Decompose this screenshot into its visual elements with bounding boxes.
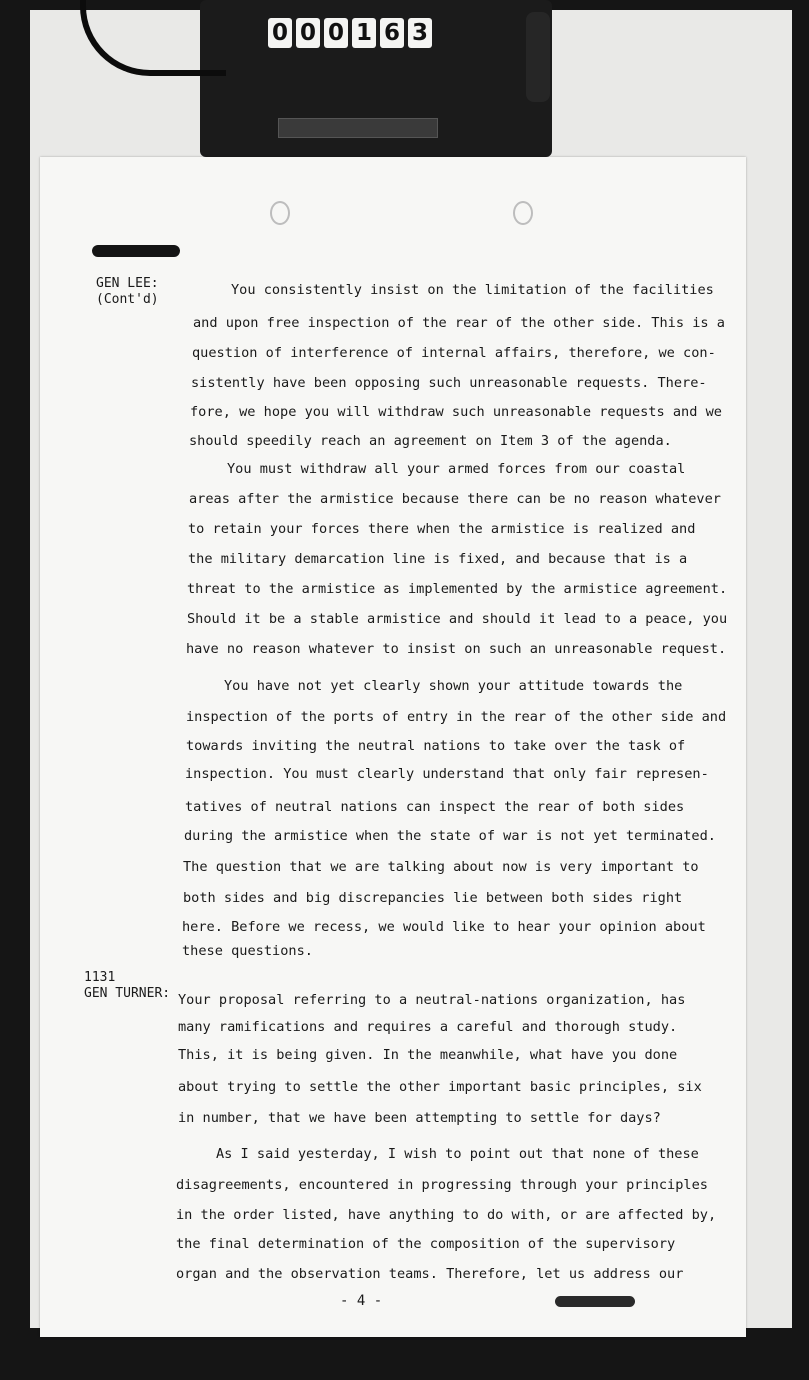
speaker-record-number: 1131 [84,970,116,985]
text-line: about trying to settle the other important basic principles, six [178,1079,702,1095]
speaker-continued-label: (Cont'd) [96,292,159,307]
counter-digit: 1 [352,18,376,48]
text-line: Should it be a stable armistice and should it lead to a peace, you [187,611,728,627]
text-line: to retain your forces there when the armistice is realized and [188,521,696,537]
text-line: both sides and big discrepancies lie between both sides right [183,890,683,906]
page-number: - 4 - [340,1293,383,1309]
text-line: This, it is being given. In the meanwhile, what have you done [178,1047,678,1063]
text-line: You consistently insist on the limitation of the facilities [231,282,714,298]
frame-counter-display [268,18,450,48]
text-line: here. Before we recess, we would like to hear your opinion about [182,919,706,935]
text-line: tatives of neutral nations can inspect the rear of both sides [185,799,685,815]
text-line: and upon free inspection of the rear of the other side. This is a [193,315,725,331]
text-line: You must withdraw all your armed forces from our coastal [227,461,686,477]
text-line: question of interference of internal affairs, therefore, we con- [192,345,716,361]
text-line: As I said yesterday, I wish to point out that none of these [216,1146,699,1162]
counter-knob [526,12,550,102]
text-line: disagreements, encountered in progressing through your principles [176,1177,708,1193]
text-line: these questions. [182,943,313,959]
text-line: fore, we hope you will withdraw such unreasonable requests and we [190,404,722,420]
text-line: during the armistice when the state of war is not yet terminated. [184,828,716,844]
counter-digit: 0 [324,18,348,48]
text-line: should speedily reach an agreement on Item 3 of the agenda. [189,433,672,449]
text-line: inspection of the ports of entry in the rear of the other side and [186,709,727,725]
text-line: the final determination of the composition of the supervisory [176,1236,676,1252]
classification-marking-redacted [92,245,180,257]
text-line: Your proposal referring to a neutral-nations organization, has [178,992,686,1008]
text-line: The question that we are talking about now is very important to [183,859,699,875]
document-page [40,157,746,1337]
counter-digit: 0 [268,18,292,48]
text-line: sistently have been opposing such unreasonable requests. There- [191,375,707,391]
counter-nameplate [278,118,438,138]
text-line: You have not yet clearly shown your attitude towards the [224,678,683,694]
punch-hole [513,201,533,225]
speaker-label-turner: GEN TURNER: [84,986,171,1001]
text-line: threat to the armistice as implemented by the armistice agreement. [187,581,728,597]
speaker-label-lee: GEN LEE: [96,276,159,291]
text-line: in the order listed, have anything to do with, or are affected by, [176,1207,717,1223]
text-line: the military demarcation line is fixed, and because that is a [188,551,688,567]
text-line: have no reason whatever to insist on such an unreasonable request. [186,641,727,657]
text-line: inspection. You must clearly understand that only fair represen- [185,766,709,782]
punch-hole [270,201,290,225]
text-line: towards inviting the neutral nations to take over the task of [186,738,686,754]
counter-digit: 6 [380,18,404,48]
text-line: many ramifications and requires a careful and thorough study. [178,1019,678,1035]
frame-counter-device [200,0,552,157]
text-line: organ and the observation teams. Therefore, let us address our [176,1266,684,1282]
text-line: areas after the armistice because there can be no reason whatever [189,491,721,507]
counter-digit: 0 [296,18,320,48]
text-line: in number, that we have been attempting to settle for days? [178,1110,661,1126]
counter-digit: 3 [408,18,432,48]
classification-marking-redacted [555,1296,635,1307]
